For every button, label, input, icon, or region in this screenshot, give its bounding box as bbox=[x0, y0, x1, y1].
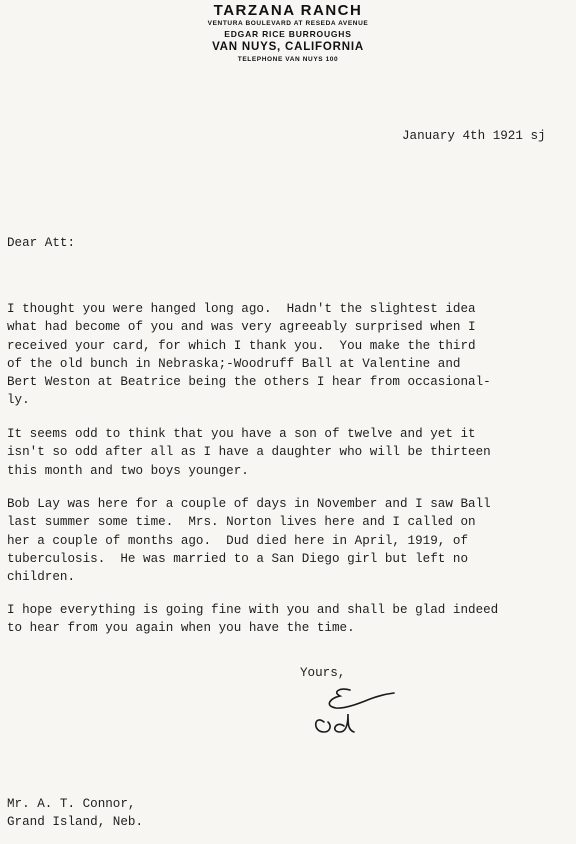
salutation: Dear Att: bbox=[7, 236, 76, 250]
letter-date: January 4th 1921 sj bbox=[402, 129, 546, 143]
closing: Yours, bbox=[300, 666, 346, 680]
letterhead-name: EDGAR RICE BURROUGHS bbox=[224, 29, 352, 39]
handwritten-signature bbox=[310, 684, 400, 739]
paragraph-1: I thought you were hanged long ago. Hadn't the slightest idea what had become of you and was very agreeably surprised when I received your card, for which I thank you. You make the third of the old bunch in Nebraska;-Woodruff Ball at Valentine and Bert Weston at Beatrice being the others I hear from occasional- ly. bbox=[7, 302, 491, 408]
paragraph-4: I hope everything is going fine with you and shall be glad indeed to hear from you again when you have the time. bbox=[7, 603, 499, 636]
recipient-address: Mr. A. T. Connor, Grand Island, Neb. bbox=[7, 797, 144, 829]
letterhead-title: TARZANA RANCH bbox=[213, 2, 363, 19]
paragraph-2: It seems odd to think that you have a son of twelve and yet it isn't so odd after all as I have a daughter who will be thirteen this month and two boys younger. bbox=[7, 427, 491, 478]
letterhead-telephone: TELEPHONE VAN NUYS 100 bbox=[237, 56, 339, 63]
letterhead-address: VENTURA BOULEVARD AT RESEDA AVENUE bbox=[207, 20, 369, 27]
letterhead-city: VAN NUYS, CALIFORNIA bbox=[212, 41, 364, 53]
paragraph-3: Bob Lay was here for a couple of days in November and I saw Ball last summer some time. Mrs. Norton lives here and I called on her a couple of months ago. Dud died here in April, 1919, of tuberculosis. He was married to a San Diego girl but left no children. bbox=[7, 497, 491, 585]
letterhead bbox=[0, 2, 576, 66]
